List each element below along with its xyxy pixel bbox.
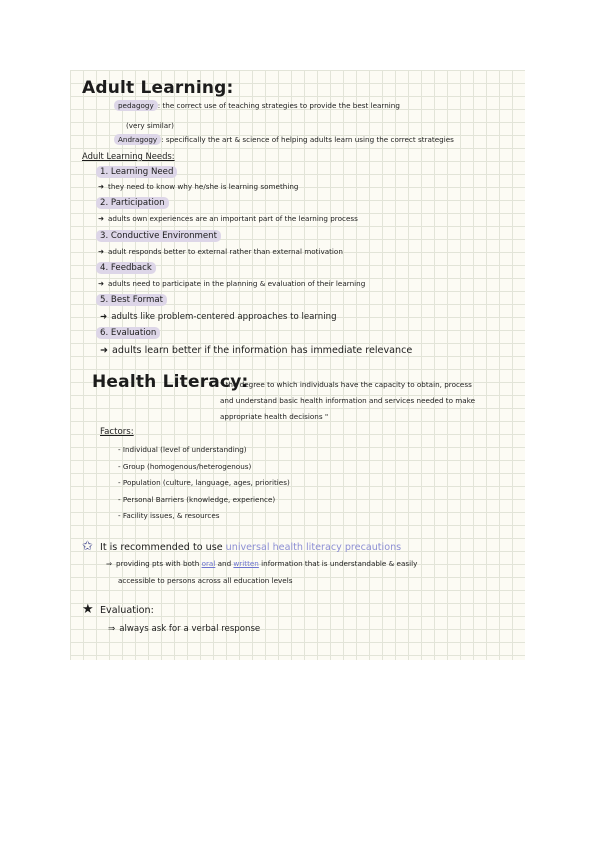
- factor-item: - Individual (level of understanding): [118, 445, 247, 454]
- arrow-right-icon: ➜: [98, 247, 105, 256]
- health-literacy-title: Health Literacy:: [92, 372, 249, 392]
- star-outline-icon: ✩: [82, 539, 93, 554]
- pedagogy-line: [114, 102, 400, 109]
- arrow-right-icon: ➜: [100, 312, 108, 322]
- pedagogy-definition: : the correct use of teaching strategies to provide the best learning: [157, 101, 400, 110]
- need-label: 5. Best Format: [96, 296, 167, 305]
- similar-note: (very similar): [126, 121, 174, 130]
- need-detail: ➜ adults own experiences are an important part of the learning process: [98, 214, 358, 223]
- need-detail: ➜ adults learn better if the information has immediate relevance: [100, 345, 413, 356]
- need-detail: ➜ adults need to participate in the planning & evaluation of their learning: [98, 279, 366, 288]
- need-label: 2. Participation: [96, 199, 169, 208]
- adult-learning-title: Adult Learning:: [82, 78, 234, 98]
- recommendation-detail-line2: accessible to persons across all education levels: [118, 576, 293, 585]
- factors-heading: Factors:: [100, 427, 134, 437]
- star-filled-icon: ★: [82, 602, 94, 617]
- andragogy-line: [114, 136, 454, 143]
- factor-item: - Group (homogenous/heterogenous): [118, 462, 252, 471]
- notebook-page: [70, 70, 525, 660]
- need-detail: ➜ they need to know why he/she is learning something: [98, 182, 299, 191]
- arrow-right-icon: ➜: [100, 345, 109, 356]
- arrow-right-icon: ➜: [98, 279, 105, 288]
- need-label: 1. Learning Need: [96, 168, 177, 177]
- pedagogy-term: pedagogy: [114, 100, 158, 111]
- factor-item: - Personal Barriers (knowledge, experience): [118, 495, 276, 504]
- factor-item: - Population (culture, language, ages, priorities): [118, 478, 290, 487]
- need-label: 6. Evaluation: [96, 329, 160, 338]
- andragogy-term: Andragogy: [114, 134, 161, 145]
- evaluation-detail: ⇒ always ask for a verbal response: [108, 624, 261, 634]
- recommendation-line: It is recommended to use universal health literacy precautions: [100, 542, 402, 553]
- need-detail: ➜ adult responds better to external rather than external motivation: [98, 247, 343, 256]
- arrow-right-icon: ➜: [98, 214, 105, 223]
- universal-precautions-link: universal health literacy precautions: [225, 542, 402, 553]
- need-detail: ➜ adults like problem-centered approaches to learning: [100, 312, 337, 322]
- andragogy-definition: : specifically the art & science of helping adults learn using the correct strategies: [161, 135, 454, 144]
- health-literacy-definition: and understand basic health information and services needed to make: [220, 396, 476, 405]
- arrow-right-icon: ➜: [98, 182, 105, 191]
- need-label: 4. Feedback: [96, 264, 156, 273]
- evaluation-title: Evaluation:: [100, 605, 154, 616]
- double-arrow-right-icon: ⇒: [108, 624, 116, 634]
- needs-heading: Adult Learning Needs:: [82, 151, 175, 161]
- need-label: 3. Conductive Environment: [96, 232, 221, 241]
- health-literacy-definition: " the degree to which individuals have the capacity to obtain, process: [220, 380, 472, 389]
- factor-item: - Facility issues, & resources: [118, 511, 220, 520]
- health-literacy-definition: appropriate health decisions ": [220, 412, 329, 421]
- recommendation-detail: ⇒ providing pts with both oral and written information that is understandable & easily: [106, 559, 418, 568]
- double-arrow-right-icon: ⇒: [106, 559, 113, 568]
